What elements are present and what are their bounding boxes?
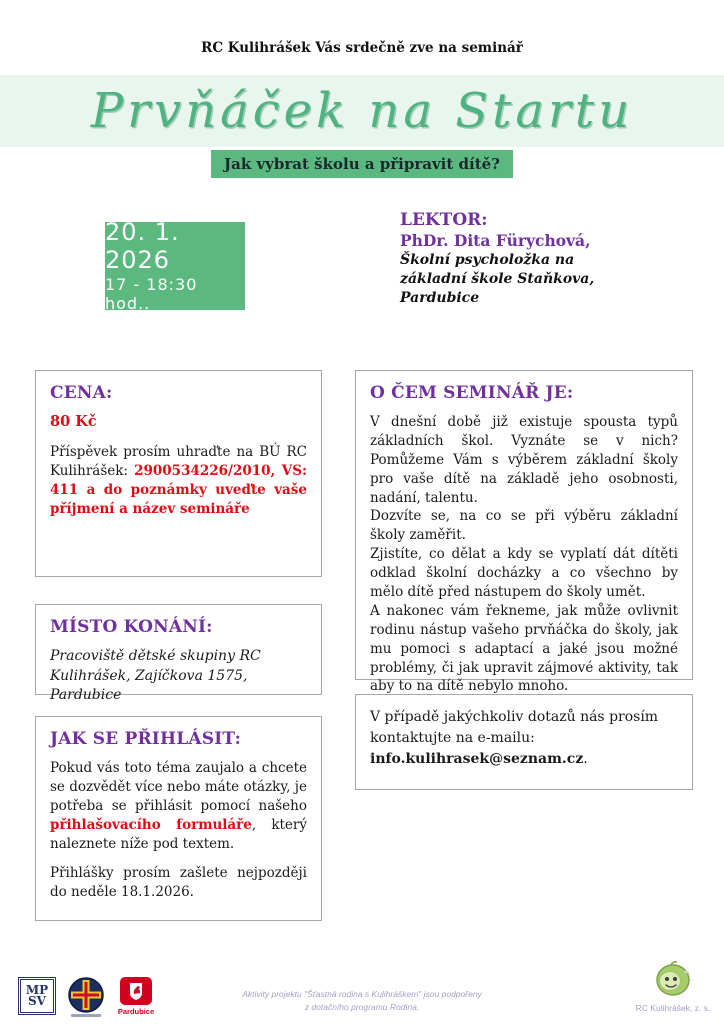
contact-text: V případě jakýchkoliv dotazů nás prosím kontaktujte na e-mailu:: [370, 709, 659, 746]
contact-text-after: .: [583, 751, 588, 767]
event-time: 17 - 18:30 hod..: [105, 274, 198, 313]
seminar-paragraph-2: Dozvíte se, na co se při výběru základní školy zaměřit.: [370, 508, 678, 544]
lektor-heading: LEKTOR:: [400, 210, 488, 230]
organizer-logo-block: [630, 960, 716, 1013]
contact-email: info.kulihrasek@seznam.cz: [370, 751, 584, 767]
kulihrasek-mascot-icon: [651, 960, 695, 998]
registration-paragraph: [50, 759, 307, 853]
registration-text-before: Pokud vás toto téma zaujalo a chcete se dozvědět více nebo máte otázky, je potřeba se přihlásit pomocí našeho: [50, 760, 307, 814]
payment-text: Příspěvek prosím uhraďte na BÚ RC Kulihrášek:: [50, 444, 307, 479]
price-box: [35, 370, 322, 577]
mpsv-logo-line2: SV: [28, 994, 46, 1008]
invite-line: RC Kulihrášek Vás srdečně zve na seminář: [201, 40, 523, 56]
seminar-description-box: [355, 370, 693, 695]
event-date: 20. 1. 2026: [105, 218, 180, 274]
date-box: [105, 218, 245, 313]
lektor-description: Školní psycholožka na základní škole Staňkova, Pardubice: [400, 252, 595, 307]
support-line-1: Aktivity projektu "Šťastná rodina s Kulihráškem" jsou podpořeny: [242, 989, 482, 999]
page-title: Prvňáček na Startu: [90, 83, 634, 139]
registration-form-link: přihlašovacího formuláře: [50, 816, 252, 833]
seminar-paragraph-4: A nakonec vám řekneme, jak může ovlivnit rodinu nástup vašeho prvňáčka do školy, jak mu pomoci s adaptací a jaké jsou možné problémy, či jak upravit zájmové aktivity, tak aby to na dítě nebylo mnoho.: [370, 602, 678, 695]
subtitle-banner: Jak vybrat školu a připravit dítě?: [211, 150, 513, 178]
registration-heading: JAK SE PŘIHLÁSIT:: [50, 729, 242, 749]
price-value: 80 Kč: [50, 413, 97, 430]
contact-paragraph: [370, 707, 678, 770]
venue-box: [35, 604, 322, 704]
price-heading: CENA:: [50, 383, 113, 403]
title-band: [0, 75, 724, 147]
seminar-heading: O ČEM SEMINÁŘ JE:: [370, 383, 574, 403]
contact-box: [355, 694, 693, 790]
venue-heading: MÍSTO KONÁNÍ:: [50, 617, 213, 637]
venue-address: Pracoviště dětské skupiny RC Kulihrášek, Zajíčkova 1575, Pardubice: [50, 648, 261, 704]
payment-instructions: [50, 443, 307, 519]
seminar-paragraph-1: V dnešní době již existuje spousta typů základních škol. Vyznáte se v nich? Pomůžeme Vám s výběrem základní školy pro vaše dítě na základě jeho osobnosti, nadání, talentu.: [370, 414, 678, 506]
kraj-logo-caption: [71, 1014, 101, 1017]
lektor-name: PhDr. Dita Fürychová,: [400, 231, 591, 251]
project-support-note: [0, 988, 724, 1014]
registration-deadline: Přihlášky prosím zašlete nejpozději do neděle 18.1.2026.: [50, 865, 307, 901]
support-line-2: z dotačního programu Rodina.: [304, 1002, 420, 1013]
seminar-paragraph-3: Zjistíte, co dělat a kdy se vyplatí dát dítěti odklad školní docházky a co všechno by mělo dítě před nástupem do školy umět.: [370, 546, 678, 601]
registration-text-after: , který naleznete níže pod textem.: [50, 816, 307, 852]
bank-account-number: 2900534226/2010, VS: 411 a do poznámky uveďte vaše příjmení a název semináře: [50, 462, 307, 517]
registration-box: [35, 716, 322, 921]
organizer-name: RC Kulihrášek, z. s.: [635, 1003, 711, 1013]
mpsv-logo-line1: MP: [25, 982, 49, 997]
lektor-section: [400, 210, 650, 308]
pardubice-logo-label: Pardubice: [117, 1007, 155, 1016]
